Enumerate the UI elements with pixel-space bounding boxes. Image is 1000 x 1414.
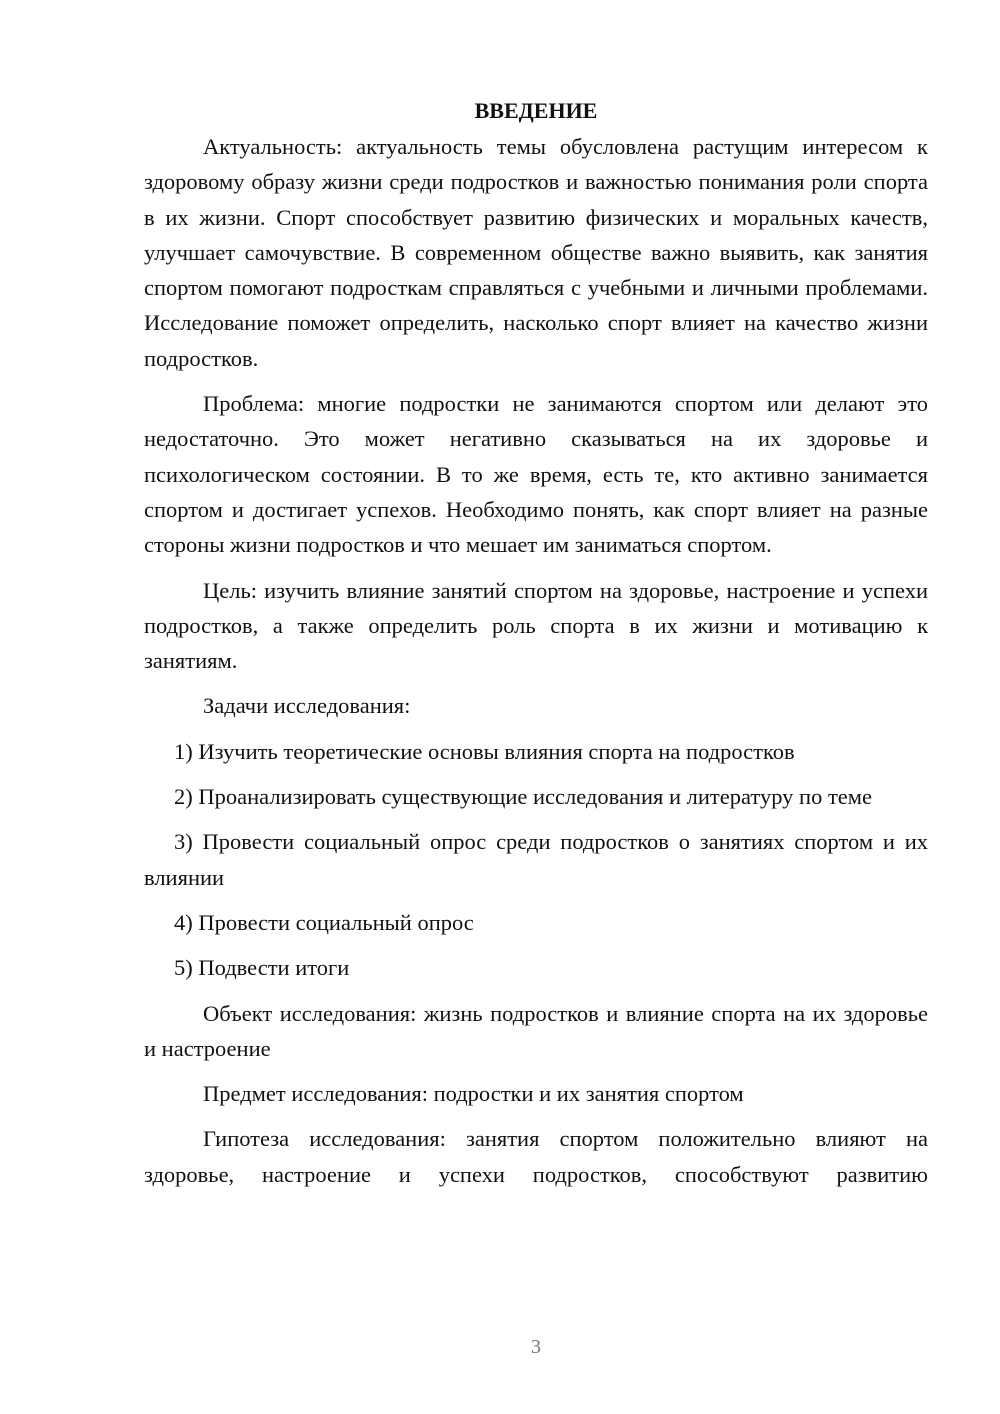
task-item: 2) Проанализировать существующие исследования и литературу по теме [174,784,872,810]
hypothesis-paragraph: Гипотеза исследования: занятия спортом положительно влияют на здоровье, настроение и успехи подростков, способствуют развитию [144,1126,928,1187]
relevance-paragraph: Актуальность: актуальность темы обусловлена растущим интересом к здоровому образу жизни среди подростков и важностью понимания роли спорта в их жизни. Спорт способствует развитию физических и моральных качеств, улучшает самочувствие. В современном обществе важно выявить, как занятия спортом помогают подросткам справляться с учебными и личными проблемами. Исследование поможет определить, насколько спорт влияет на качество жизни подростков. [144,134,928,371]
task-item: 1) Изучить теоретические основы влияния спорта на подростков [174,738,795,764]
task-item: 3) Провести социальный опрос среди подростков о занятиях спортом и их влиянии [144,829,928,890]
task-item: 4) Провести социальный опрос [174,909,474,935]
goal-paragraph: Цель: изучить влияние занятий спортом на здоровье, настроение и успехи подростков, а также определить роль спорта в их жизни и мотивацию к занятиям. [144,577,928,674]
task-item: 5) Подвести итоги [174,955,350,981]
tasks-heading: Задачи исследования: [203,693,411,719]
page-number: 3 [531,1336,541,1358]
subject-paragraph: Предмет исследования: подростки и их занятия спортом [203,1081,744,1107]
section-title: ВВЕДЕНИЕ [474,98,598,123]
page-content [144,93,928,1192]
problem-paragraph: Проблема: многие подростки не занимаются спортом или делают это недостаточно. Это может негативно сказываться на их здоровье и психологическом состоянии. В то же время, есть те, кто активно занимается спортом и достигает успехов. Необходимо понять, как спорт влияет на разные стороны жизни подростков и что мешает им заниматься спортом. [144,391,928,558]
object-paragraph: Объект исследования: жизнь подростков и влияние спорта на их здоровье и настроение [144,1000,928,1061]
